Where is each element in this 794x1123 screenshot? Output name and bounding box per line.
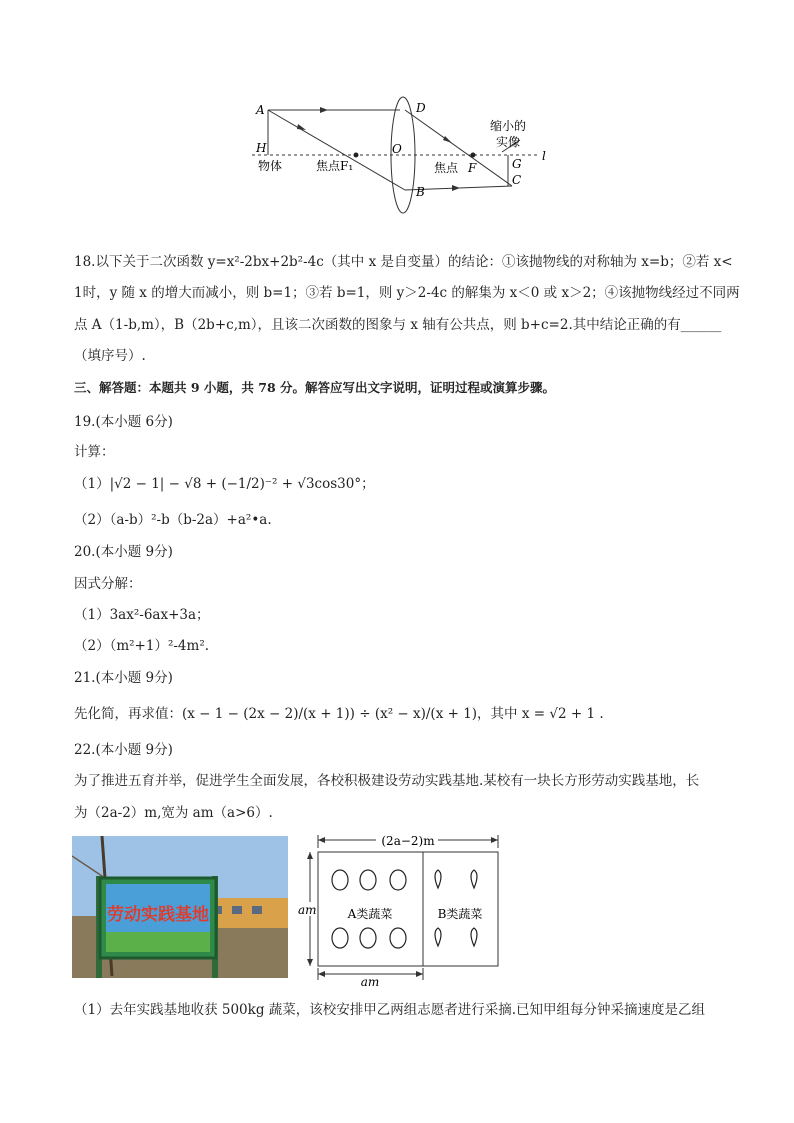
q22-head: 22.(本小题 9分) (74, 742, 173, 758)
fig-a-label: A类蔬菜 (347, 907, 393, 921)
focus-right (471, 153, 476, 158)
q20-part1: （1）3ax²-6ax+3a； (74, 607, 210, 623)
q18-line2: 1时，y 随 x 的增大而减小，则 b=1；③若 b=1，则 y＞2-4c 的解集为 x＜0 或 x＞2；④该抛物线经过不同两 (74, 285, 740, 301)
label-d: D (416, 101, 426, 115)
arrow-icon (297, 124, 306, 130)
ray-through-focus (268, 110, 405, 190)
q18-line3: 点 A（1-b,m），B（2b+c,m），且该二次函数的图象与 x 轴有公共点，则 b+c=2.其中结论正确的有______ (74, 317, 722, 333)
q18-line1: 18.以下关于二次函数 y=x²-2bx+2b²-4c（其中 x 是自变量）的结论：①该抛物线的对称轴为 x=b；②若 x< (74, 254, 733, 270)
q19-part2: （2）（a-b）²-b（b-2a）+a²•a. (74, 512, 272, 528)
label-l: l (542, 149, 546, 163)
label-b: B (416, 185, 425, 199)
q19-part1: （1）|√2 − 1| − √8 + (−1/2)⁻² + √3cos30°； (74, 476, 375, 492)
q18-line4: （填序号）. (74, 348, 146, 364)
section-3-header: 三、解答题：本题共 9 小题，共 78 分。解答应写出文字说明，证明过程或演算步骤。 (74, 380, 556, 395)
label-c: C (512, 173, 522, 187)
q21-head: 21.(本小题 9分) (74, 670, 173, 686)
label-f1: 焦点F₁ (316, 159, 354, 173)
label-image-2: 实像 (496, 135, 521, 149)
q22-part1: （1）去年实践基地收获 500kg 蔬菜，该校安排甲乙两组志愿者进行采摘.已知甲组每分钟采摘速度是乙组 (74, 1002, 706, 1018)
label-a: A (256, 103, 265, 117)
q22-line1: 为了推进五育并举，促进学生全面发展，各校积极建设劳动实践基地.某校有一块长方形劳动实践基地，长 (74, 773, 700, 789)
arrow-icon (443, 136, 452, 143)
q20-part2: （2）（m²+1）²-4m². (74, 638, 210, 654)
q19-head: 19.(本小题 6分) (74, 414, 173, 430)
label-image-1: 缩小的 (490, 119, 527, 133)
label-f: F (468, 161, 477, 175)
label-h: H (256, 141, 267, 155)
fig-length-label: (2a−2)m (381, 834, 435, 848)
labor-base-photo (72, 836, 288, 978)
focus-left (354, 153, 359, 158)
photo-sign-text: 劳动实践基地 (107, 905, 209, 925)
label-object: 物体 (258, 159, 283, 173)
label-g: G (512, 157, 522, 171)
arrow-icon (452, 185, 460, 191)
label-o: O (392, 142, 402, 156)
fig-height-label: am (298, 903, 317, 917)
field-diagram (298, 830, 508, 986)
lens-diagram (240, 92, 560, 222)
q22-line2: 为（2a-2）m,宽为 am（a>6）. (74, 805, 273, 821)
q20-head: 20.(本小题 9分) (74, 544, 173, 560)
fig-width-label: am (360, 975, 380, 986)
arrow-icon (320, 107, 328, 113)
q21-text: 先化简，再求值：(x − 1 − (2x − 2)/(x + 1)) ÷ (x² − x)/(x + 1)，其中 x = √2 + 1 . (74, 706, 604, 722)
label-focus: 焦点 (434, 161, 459, 175)
q19-lead: 计算： (74, 444, 115, 460)
q20-lead: 因式分解： (74, 576, 142, 592)
fig-b-label: B类蔬菜 (437, 907, 483, 921)
